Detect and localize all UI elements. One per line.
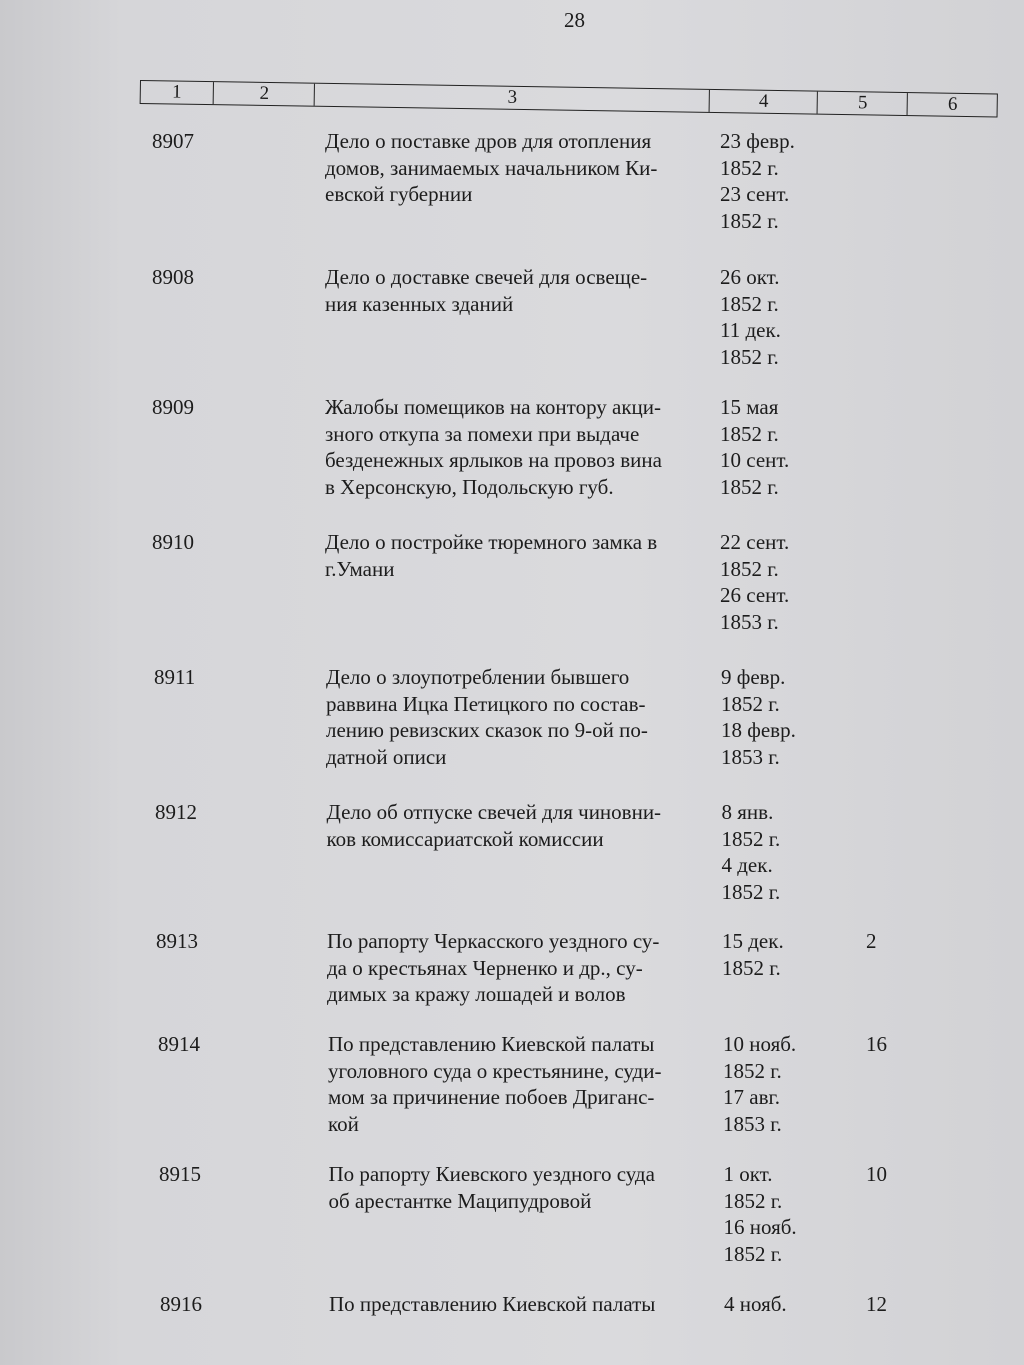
date-line: 1 окт. bbox=[723, 1162, 773, 1186]
record-dates bbox=[723, 1031, 796, 1137]
description-line: зного откупа за помехи при выдаче bbox=[325, 421, 640, 446]
record-dates bbox=[720, 394, 789, 500]
description-line: Дело о злоупотреблении бывшего bbox=[326, 665, 630, 689]
description-line: в Херсонскую, Подольскую губ. bbox=[325, 474, 614, 499]
description-line: г.Умани bbox=[325, 556, 395, 581]
date-line: 1852 г. bbox=[720, 474, 779, 499]
record-dates bbox=[721, 664, 796, 770]
date-line: 15 мая bbox=[720, 395, 779, 419]
header-col-4: 4 bbox=[709, 90, 818, 114]
date-line: 23 февр. bbox=[720, 129, 795, 153]
record-description bbox=[325, 264, 715, 317]
description-line: мом за причинение побоев Дриганс- bbox=[328, 1085, 655, 1109]
date-line: 1852 г. bbox=[720, 208, 779, 233]
date-line: 10 нояб. bbox=[723, 1032, 797, 1056]
record-description bbox=[327, 928, 717, 1008]
description-line: По представлению Киевской палаты bbox=[329, 1292, 656, 1316]
description-line: Дело о постройке тюремного замка в bbox=[325, 530, 658, 554]
description-line: кой bbox=[328, 1111, 359, 1136]
description-line: По рапорту Киевского уездного суда bbox=[328, 1162, 655, 1186]
description-line: датной описи bbox=[326, 744, 447, 769]
record-dates bbox=[720, 128, 795, 234]
record-description bbox=[329, 1291, 719, 1318]
record-description bbox=[326, 664, 716, 770]
record-dates bbox=[720, 529, 789, 635]
record-description bbox=[327, 799, 717, 852]
description-line: Дело о поставке дров для отопления bbox=[325, 129, 652, 153]
description-line: Дело о доставке свечей для освеще- bbox=[325, 265, 648, 289]
sheet-count: 12 bbox=[866, 1292, 887, 1316]
record-number: 8914 bbox=[158, 1032, 200, 1056]
date-line: 1852 г. bbox=[723, 1241, 783, 1266]
description-line: Дело об отпуске свечей для чиновни- bbox=[326, 800, 662, 824]
description-line: лению ревизских сказок по 9-ой по- bbox=[326, 718, 648, 742]
date-line: 16 нояб. bbox=[723, 1215, 797, 1239]
record-description bbox=[325, 529, 715, 582]
date-line: 26 сент. bbox=[720, 583, 790, 607]
record-description bbox=[325, 128, 715, 208]
record-number: 8909 bbox=[152, 395, 194, 419]
date-line: 1852 г. bbox=[720, 155, 779, 180]
record-description bbox=[329, 1161, 719, 1214]
date-line: 4 дек. bbox=[721, 853, 773, 877]
record-description bbox=[328, 1031, 718, 1137]
date-line: 4 нояб. bbox=[724, 1292, 787, 1316]
record-number: 8908 bbox=[152, 265, 194, 289]
record-dates bbox=[724, 1161, 797, 1267]
date-line: 1852 г. bbox=[723, 1188, 783, 1213]
record-dates bbox=[724, 1291, 787, 1318]
record-number: 8907 bbox=[152, 129, 194, 153]
record-number: 8911 bbox=[154, 665, 196, 689]
description-line: По представлению Киевской палаты bbox=[328, 1032, 655, 1056]
description-line: уголовного суда о крестьянине, суди- bbox=[328, 1058, 662, 1083]
date-line: 26 окт. bbox=[720, 265, 780, 289]
description-line: ния казенных зданий bbox=[325, 291, 514, 316]
header-col-3: 3 bbox=[314, 84, 710, 112]
record-number: 8915 bbox=[159, 1162, 201, 1186]
date-line: 1853 г. bbox=[721, 744, 780, 769]
date-line: 10 сент. bbox=[720, 448, 790, 472]
record-description bbox=[325, 394, 715, 500]
date-line: 9 февр. bbox=[721, 665, 786, 689]
record-number: 8916 bbox=[160, 1292, 202, 1316]
description-line: безденежных ярлыков на провоз вина bbox=[325, 448, 662, 472]
date-line: 1852 г. bbox=[721, 691, 780, 716]
date-line: 8 янв. bbox=[721, 800, 774, 824]
description-line: димых за кражу лошадей и волов bbox=[327, 982, 626, 1006]
date-line: 17 авг. bbox=[723, 1085, 780, 1109]
record-number: 8912 bbox=[155, 800, 197, 824]
record-number: 8910 bbox=[152, 530, 194, 554]
date-line: 1852 г. bbox=[720, 344, 779, 369]
description-line: ков комиссариатской комиссии bbox=[326, 826, 604, 851]
date-line: 1852 г. bbox=[721, 879, 781, 904]
date-line: 18 февр. bbox=[721, 718, 796, 742]
date-line: 1852 г. bbox=[720, 291, 779, 316]
description-line: да о крестьянах Черненко и др., су- bbox=[327, 955, 643, 980]
header-col-1: 1 bbox=[171, 81, 182, 103]
record-dates bbox=[722, 928, 784, 981]
description-line: домов, занимаемых начальником Ки- bbox=[325, 155, 658, 180]
date-line: 11 дек. bbox=[720, 318, 781, 342]
date-line: 15 дек. bbox=[722, 929, 784, 953]
date-line: 1852 г. bbox=[720, 421, 779, 446]
date-line: 1853 г. bbox=[723, 1111, 782, 1136]
date-line: 1852 г. bbox=[720, 556, 779, 581]
description-line: евской губернии bbox=[325, 182, 473, 206]
record-dates bbox=[722, 799, 781, 905]
date-line: 1853 г. bbox=[720, 609, 779, 634]
description-line: По рапорту Черкасского уездного су- bbox=[327, 929, 660, 953]
date-line: 1852 г. bbox=[722, 955, 781, 980]
table-header bbox=[140, 80, 998, 117]
date-line: 1852 г. bbox=[721, 826, 781, 851]
record-number: 8913 bbox=[156, 929, 198, 953]
date-line: 1852 г. bbox=[723, 1058, 782, 1083]
header-col-2: 2 bbox=[213, 82, 315, 106]
description-line: об арестантке Маципудровой bbox=[328, 1188, 592, 1213]
sheet-count: 10 bbox=[866, 1162, 887, 1186]
sheet-count: 2 bbox=[866, 929, 877, 953]
date-line: 22 сент. bbox=[720, 530, 790, 554]
header-col-5: 5 bbox=[817, 92, 908, 115]
date-line: 23 сент. bbox=[720, 182, 790, 206]
description-line: Жалобы помещиков на контору акци- bbox=[325, 395, 662, 419]
record-dates bbox=[720, 264, 781, 370]
description-line: раввина Ицка Петицкого по состав- bbox=[326, 691, 646, 716]
sheet-count: 16 bbox=[866, 1032, 887, 1056]
page-number: 28 bbox=[564, 8, 585, 32]
header-col-6: 6 bbox=[907, 93, 998, 116]
